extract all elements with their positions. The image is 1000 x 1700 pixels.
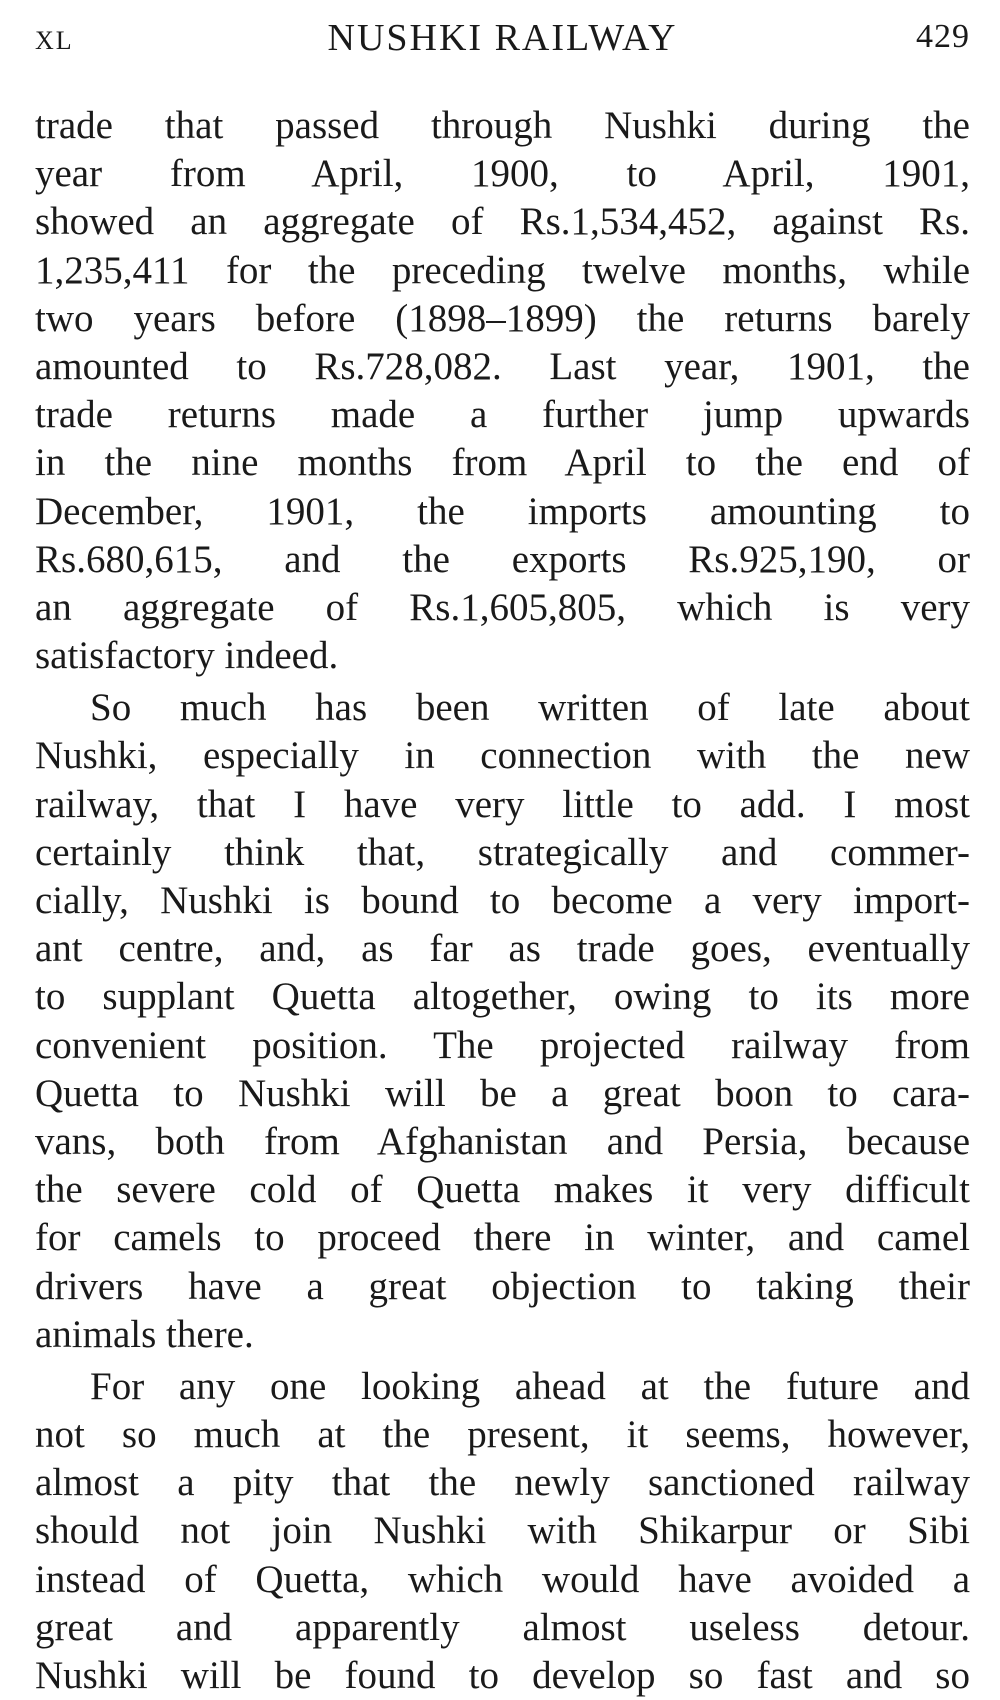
chapter-numeral: XL <box>35 26 74 55</box>
text-line: two years before (1898–1899) the returns barely <box>35 296 970 340</box>
text-line: great and apparently almost useless detour. <box>35 1605 970 1649</box>
text-line: amounted to Rs.728,082. Last year, 1901, the <box>35 344 970 388</box>
text-line: year from April, 1900, to April, 1901, <box>35 152 970 196</box>
text-line: trade returns made a further jump upwards <box>35 393 970 437</box>
page-number: 429 <box>916 18 970 55</box>
text-line: an aggregate of Rs.1,605,805, which is very <box>35 585 970 629</box>
text-line: satisfactory indeed. <box>35 634 339 678</box>
text-line: So much has been written of late about <box>90 686 970 730</box>
text-line: to supplant Quetta altogether, owing to its more <box>35 975 970 1019</box>
text-line: Nushki, especially in connection with the new <box>35 734 970 778</box>
running-title: NUSHKI RAILWAY <box>327 17 678 59</box>
text-line: animals there. <box>35 1312 254 1356</box>
text-line: vans, both from Afghanistan and Persia, because <box>35 1119 970 1163</box>
text-line: for camels to proceed there in winter, and camel <box>35 1216 970 1260</box>
paragraph-2 <box>35 684 970 1359</box>
text-line: Quetta to Nushki will be a great boon to cara- <box>35 1071 970 1115</box>
paragraph-1 <box>35 102 970 680</box>
body-text <box>35 102 970 1700</box>
text-line: almost a pity that the newly sanctioned railway <box>35 1461 970 1505</box>
text-line: drivers have a great objection to taking their <box>35 1264 970 1308</box>
text-line: trade that passed through Nushki during the <box>35 104 970 147</box>
text-line: Rs.680,615, and the exports Rs.925,190, or <box>35 537 970 581</box>
text-line: should not join Nushki with Shikarpur or Sibi <box>35 1509 970 1553</box>
text-line: certainly think that, strategically and commer- <box>35 830 970 874</box>
text-line: For any one looking ahead at the future and <box>90 1364 970 1408</box>
paragraph-3 <box>35 1363 970 1700</box>
text-line: railway, that I have very little to add. I most <box>35 782 970 826</box>
text-line: cially, Nushki is bound to become a very import- <box>35 879 970 922</box>
text-line: ant centre, and, as far as trade goes, eventually <box>35 927 970 971</box>
text-line: instead of Quetta, which would have avoided a <box>35 1557 970 1601</box>
running-head <box>35 14 970 64</box>
text-line: 1,235,411 for the preceding twelve months, while <box>35 248 970 292</box>
text-line: not so much at the present, it seems, however, <box>35 1413 970 1457</box>
text-line: December, 1901, the imports amounting to <box>35 489 970 533</box>
text-line: Nushki will be found to develop so fast and so <box>35 1654 970 1697</box>
text-line: convenient position. The projected railway from <box>35 1023 970 1067</box>
text-line: showed an aggregate of Rs.1,534,452, against Rs. <box>35 200 970 244</box>
text-line: in the nine months from April to the end of <box>35 441 970 485</box>
text-line: the severe cold of Quetta makes it very difficult <box>35 1168 970 1212</box>
